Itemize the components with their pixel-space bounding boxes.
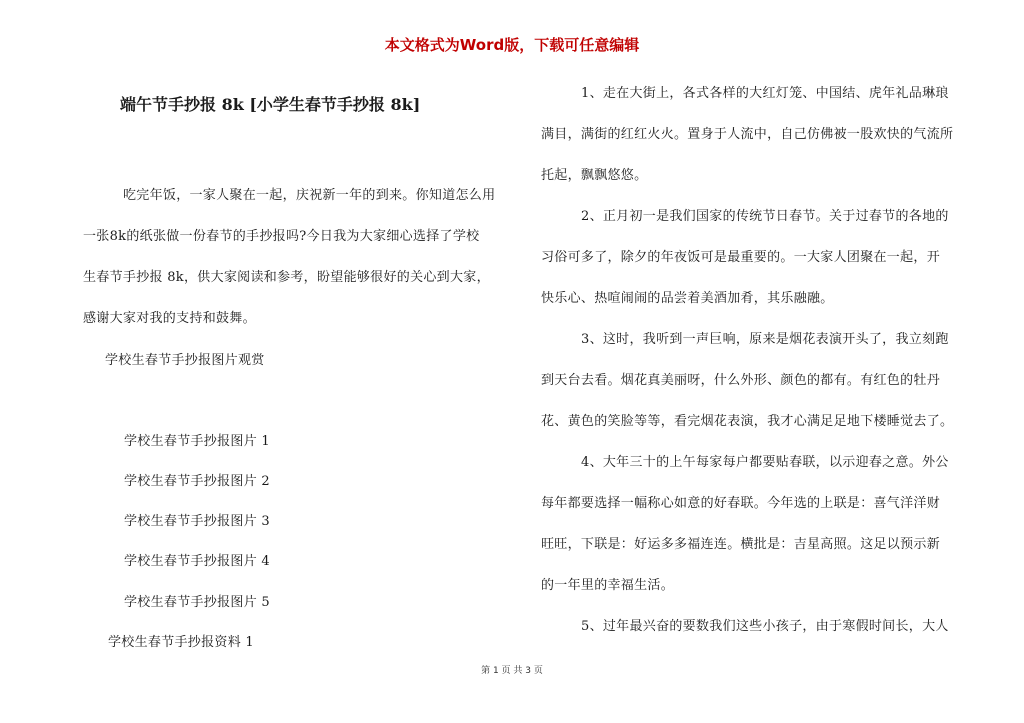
right-column-text <box>541 73 971 647</box>
intro-line-1: 吃完年饭，一家人聚在一起，庆祝新一年的到来。你知道怎么用 <box>123 188 496 203</box>
right-line-3: 托起，飘飘悠悠。 <box>541 168 648 183</box>
document-title: 端午节手抄报 8k [小学生春节手抄报 8k] <box>120 95 421 114</box>
right-line-8: 到天台去看。烟花真美丽呀，什么外形、颜色的都有。有红色的牡丹 <box>541 373 941 388</box>
right-line-7: 3、这时，我听到一声巨响，原来是烟花表演开头了，我立刻跑 <box>581 332 949 347</box>
right-line-5: 习俗可多了，除夕的年夜饭可是最重要的。一大家人团聚在一起，开 <box>541 250 941 265</box>
intro-line-4: 感谢大家对我的支持和鼓舞。 <box>83 311 256 326</box>
material-heading: 学校生春节手抄报资料 1 <box>108 635 255 650</box>
right-line-10: 4、大年三十的上午每家每户都要贴春联，以示迎春之意。外公 <box>581 455 949 470</box>
right-line-13: 的一年里的幸福生活。 <box>541 578 675 593</box>
gallery-item-1: 学校生春节手抄报图片 1 <box>124 434 271 449</box>
intro-line-2: 一张8k的纸张做一份春节的手抄报吗?今日我为大家细心选择了学校 <box>83 229 480 244</box>
right-line-2: 满目，满街的红红火火。置身于人流中，自己仿佛被一股欢快的气流所 <box>541 127 954 142</box>
right-line-14: 5、过年最兴奋的要数我们这些小孩子，由于寒假时间长，大人 <box>581 619 949 634</box>
right-line-4: 2、正月初一是我们国家的传统节日春节。关于过春节的各地的 <box>581 209 949 224</box>
gallery-heading: 学校生春节手抄报图片观赏 <box>105 353 265 368</box>
right-line-9: 花、黄色的笑脸等等，看完烟花表演，我才心满足足地下楼睡觉去了。 <box>541 414 954 429</box>
right-line-11: 每年都要选择一幅称心如意的好春联。今年选的上联是：喜气洋洋财 <box>541 496 941 511</box>
download-banner: 本文格式为Word版，下载可任意编辑 <box>384 36 640 54</box>
intro-paragraph <box>83 175 513 339</box>
right-line-12: 旺旺，下联是：好运多多福连连。横批是：吉星高照。这足以预示新 <box>541 537 941 552</box>
page-footer: 第 1 页 共 3 页 <box>481 666 543 676</box>
right-line-1: 1、走在大街上，各式各样的大红灯笼、中国结、虎年礼品琳琅 <box>581 86 949 101</box>
gallery-item-3: 学校生春节手抄报图片 3 <box>124 514 271 529</box>
intro-line-3: 生春节手抄报 8k，供大家阅读和参考，盼望能够很好的关心到大家， <box>83 270 490 285</box>
right-line-6: 快乐心、热喧闹闹的品尝着美酒加肴，其乐融融。 <box>541 291 834 306</box>
gallery-item-4: 学校生春节手抄报图片 4 <box>124 554 271 569</box>
gallery-item-5: 学校生春节手抄报图片 5 <box>124 595 271 610</box>
gallery-item-2: 学校生春节手抄报图片 2 <box>124 474 271 489</box>
